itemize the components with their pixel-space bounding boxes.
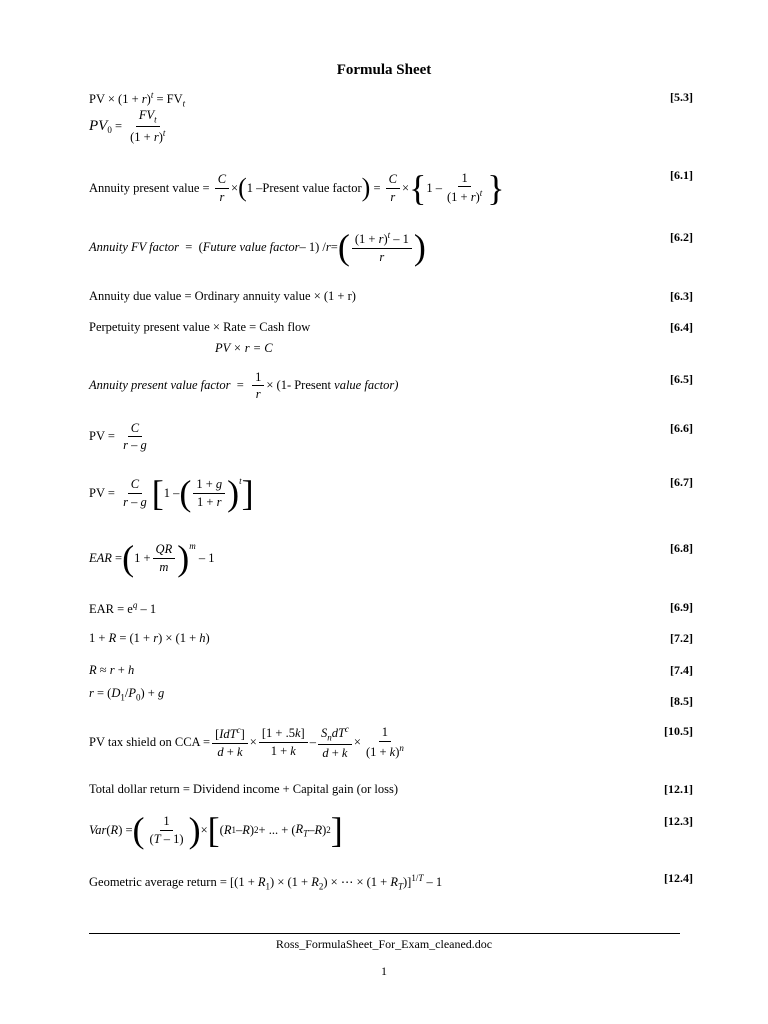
ear-continuous-label: EAR = e xyxy=(89,602,133,617)
formula-6-3: Annuity due value = Ordinary annuity value × (1 + r) xyxy=(89,289,356,303)
formula-7-4: R ≈ r + h xyxy=(89,663,135,677)
formula-10-5: PV tax shield on CCA = $\frac{[IdT^c]}{d + k}$ × $\frac{[1 + .5k]}{1 + k}$ – $\frac{S_ndT^c}{d + k}$ × $\frac{1}{(1 + k)^n}$ xyxy=(89,724,404,760)
formula-5-3-b: PV $_0$ = $\frac{FV_t}{(1 + r)^t}$ xyxy=(89,108,166,144)
formula-7-2: 1 + R = (1 + r) × (1 + h) xyxy=(89,631,210,645)
formula-tag: [6.6] xyxy=(670,421,693,435)
future-value-factor-text: Future value factor xyxy=(202,239,300,254)
formula-tag: [12.4] xyxy=(664,871,693,885)
pv-tax-shield-label: PV tax shield on CCA = xyxy=(89,734,211,749)
formula-tag: [12.1] xyxy=(664,782,693,796)
formula-6-7: PV = $\frac{C}{r - g}$ [ 1 – ( $\frac{1 + g}{1 + r}$ ) $^t$ ] xyxy=(89,473,254,513)
footer-filename: Ross_FormulaSheet_For_Exam_cleaned.doc xyxy=(275,937,493,951)
footer-divider xyxy=(89,933,680,934)
value-factor-text: value factor) xyxy=(334,378,399,393)
formula-tag: [6.1] xyxy=(670,168,693,182)
annuity-pv-factor-label: Annuity present value factor xyxy=(89,378,231,393)
formula-6-4: Perpetuity present value × Rate = Cash flow xyxy=(89,320,311,334)
annuity-pv-label: Annuity present value = xyxy=(89,180,210,195)
formula-tag: [6.4] xyxy=(670,320,693,334)
formula-6-4-b: PV × r = C xyxy=(215,341,273,355)
formula-tag: [12.3] xyxy=(664,814,693,828)
formula-tag: [5.3] xyxy=(670,90,693,104)
formula-6-5: Annuity present value factor = $\frac{1}{r}$ × (1- Present value factor) xyxy=(89,370,399,402)
present-text: (1- Present xyxy=(276,378,332,393)
ear-label: EAR xyxy=(89,550,112,565)
formula-tag: [6.2] xyxy=(670,230,693,244)
formula-tag: [7.4] xyxy=(670,663,693,677)
formula-12-3: Var ( R ) = ( $\frac{1}{(T - 1)}$ ) × [ ( R 1 – R ) 2 + ... + ( $R_T$ – R ) 2 ] xyxy=(89,810,343,850)
formula-tag: [6.3] xyxy=(670,289,693,303)
pv-factor-text: Present value factor xyxy=(262,180,362,195)
formula-5-3-a: PV × $(1 + r)^t = FV_t$ xyxy=(89,90,186,109)
formula-6-6: PV = $\frac{C}{r - g}$ xyxy=(89,421,147,453)
formula-tag: [6.9] xyxy=(670,600,693,614)
pv-label: PV = xyxy=(89,429,115,444)
formula-6-1: Annuity present value = $\frac{C}{r}$ × ( 1 – Present value factor ) = $\frac{C}{r}$ × { 1 – $\frac{1}{(1 + r)^t}$ } xyxy=(89,168,505,208)
formula-tag: [6.8] xyxy=(670,541,693,555)
formula-6-9: EAR = $e^q - 1$ xyxy=(89,600,157,617)
formula-12-1: Total dollar return = Dividend income + Capital gain (or loss) xyxy=(89,782,398,796)
geo-label: Geometric average return = xyxy=(89,875,227,890)
formula-6-8: EAR = ( 1 + $\frac{QR}{m}$ ) $^m$ – 1 xyxy=(89,538,215,578)
formula-tag: [6.7] xyxy=(670,475,693,489)
page-number: 1 xyxy=(381,964,387,978)
formula-tag: [10.5] xyxy=(664,724,693,738)
formula-tag: [7.2] xyxy=(670,631,693,645)
formula-12-4: Geometric average return = [$(1 + R_1) \times (1 + R_2)$ × ⋯ × $(1 + R_T)]^{1/T} - 1$ xyxy=(89,873,443,892)
pv-label: PV = xyxy=(89,485,115,500)
page-title: Formula Sheet xyxy=(336,62,432,78)
formula-8-5: $r = (D_1/P_0) + g$ xyxy=(89,686,165,703)
formula-tag: [6.5] xyxy=(670,372,693,386)
formula-tag: [8.5] xyxy=(670,694,693,708)
annuity-fv-factor-label: Annuity FV factor xyxy=(89,239,180,254)
formula-6-2: Annuity FV factor = ( Future value factor – 1) / r = ( $\frac{(1 + r)^t - 1}{r}$ ) xyxy=(89,227,426,267)
var-label: Var xyxy=(89,822,107,837)
